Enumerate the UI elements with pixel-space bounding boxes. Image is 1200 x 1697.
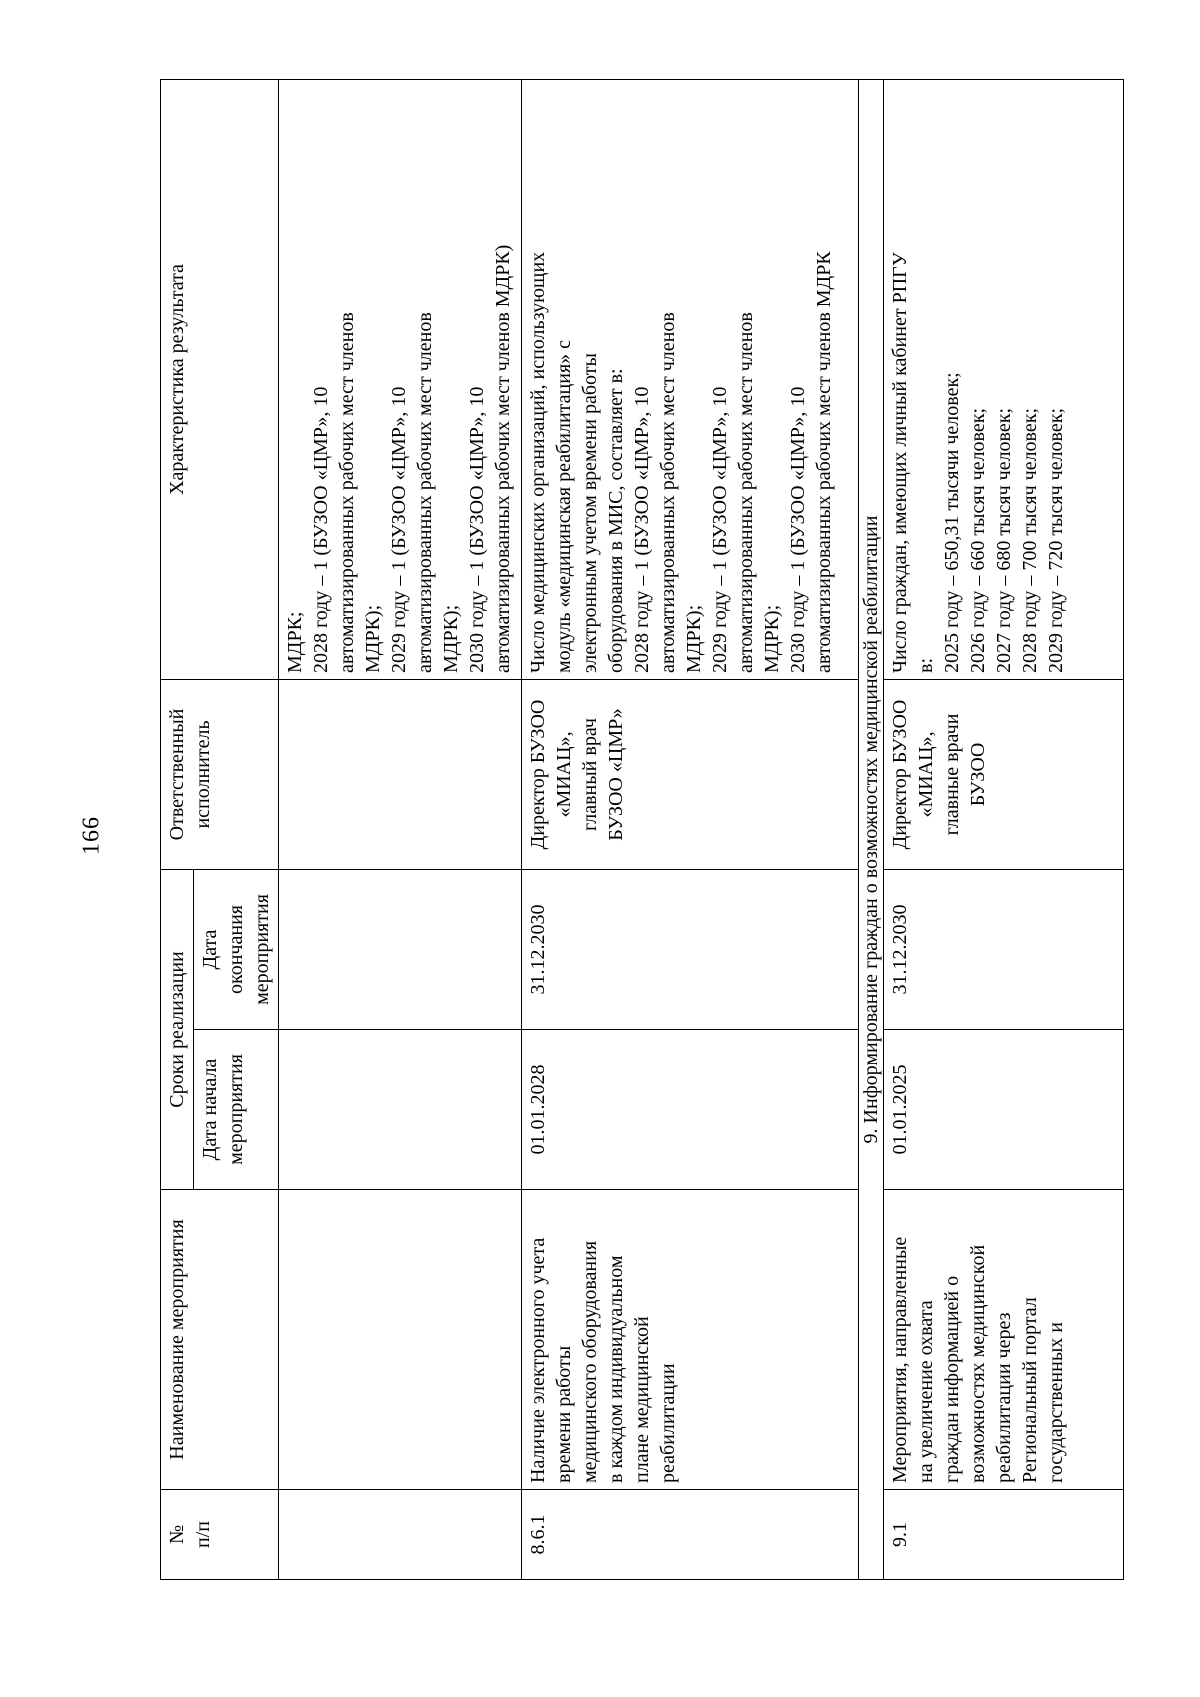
cell-name: Мероприятия, направленные на увеличение охвата граждан информацией о возможностях медицинской реабилитации через Региональный портал государственных и <box>884 1190 1124 1490</box>
header-row-top <box>161 79 194 1579</box>
section-header-row <box>859 79 884 1579</box>
cell-result: Число граждан, имеющих личный кабинет РПГУ в: 2025 году – 650,31 тысячи человек; 2026 году – 660 тысяч человек; 2027 году – 680 тысяч человек; 2028 году – 700 тысяч человек; 2029 году – 720 тысяч человек; <box>884 79 1124 679</box>
rotated-table-frame <box>160 80 1200 1580</box>
measures-table <box>160 79 1124 1580</box>
cell-name <box>279 1190 522 1490</box>
cell-result: Число медицинских организаций, использующих модуль «медицинская реабилитация» с электронным учетом времени работы оборудования в МИС, составляет в: 2028 году – 1 (БУЗОО «ЦМР», 10 автоматизированных рабочих мест членов МДРК); 2029 году – 1 (БУЗОО «ЦМР», 10 автоматизированных рабочих мест членов МДРК); 2030 году – 1 (БУЗОО «ЦМР», 10 автоматизированных рабочих мест членов МДРК <box>522 79 859 679</box>
cell-num: 8.6.1 <box>522 1490 859 1580</box>
header-num: № п/п <box>161 1490 279 1580</box>
landscape-table-container <box>160 80 1200 1580</box>
section-title: 9. Информирование граждан о возможностях медицинской реабилитации <box>859 79 884 1579</box>
header-result: Характеристика результата <box>161 79 279 679</box>
cell-start: 01.01.2028 <box>522 1030 859 1190</box>
cell-result: МДРК; 2028 году – 1 (БУЗОО «ЦМР», 10 автоматизированных рабочих мест членов МДРК); 2029 году – 1 (БУЗОО «ЦМР», 10 автоматизированных рабочих мест членов МДРК); 2030 году – 1 (БУЗОО «ЦМР», 10 автоматизированных рабочих мест членов МДРК) <box>279 79 522 679</box>
cell-responsible <box>279 679 522 869</box>
cell-end: 31.12.2030 <box>884 869 1124 1029</box>
header-end: Дата окончания мероприятия <box>194 869 279 1029</box>
table-row <box>884 79 1124 1579</box>
header-name: Наименование мероприятия <box>161 1190 279 1490</box>
cell-start: 01.01.2025 <box>884 1030 1124 1190</box>
cell-end: 31.12.2030 <box>522 869 859 1029</box>
header-responsible: Ответственный исполнитель <box>161 679 279 869</box>
cell-num: 9.1 <box>884 1490 1124 1580</box>
cell-name: Наличие электронного учета времени работы медицинского оборудования в каждом индивидуальном плане медицинской реабилитации <box>522 1190 859 1490</box>
cell-start <box>279 1030 522 1190</box>
table-row <box>279 79 522 1579</box>
cell-responsible: Директор БУЗОО «МИАЦ», главный врач БУЗОО «ЦМР» <box>522 679 859 869</box>
cell-end <box>279 869 522 1029</box>
page-number: 166 <box>78 816 105 855</box>
cell-responsible: Директор БУЗОО «МИАЦ», главные врачи БУЗОО <box>884 679 1124 869</box>
cell-num <box>279 1490 522 1580</box>
table-row <box>522 79 859 1579</box>
header-start: Дата начала мероприятия <box>194 1030 279 1190</box>
header-dates-group: Сроки реализации <box>161 869 194 1189</box>
